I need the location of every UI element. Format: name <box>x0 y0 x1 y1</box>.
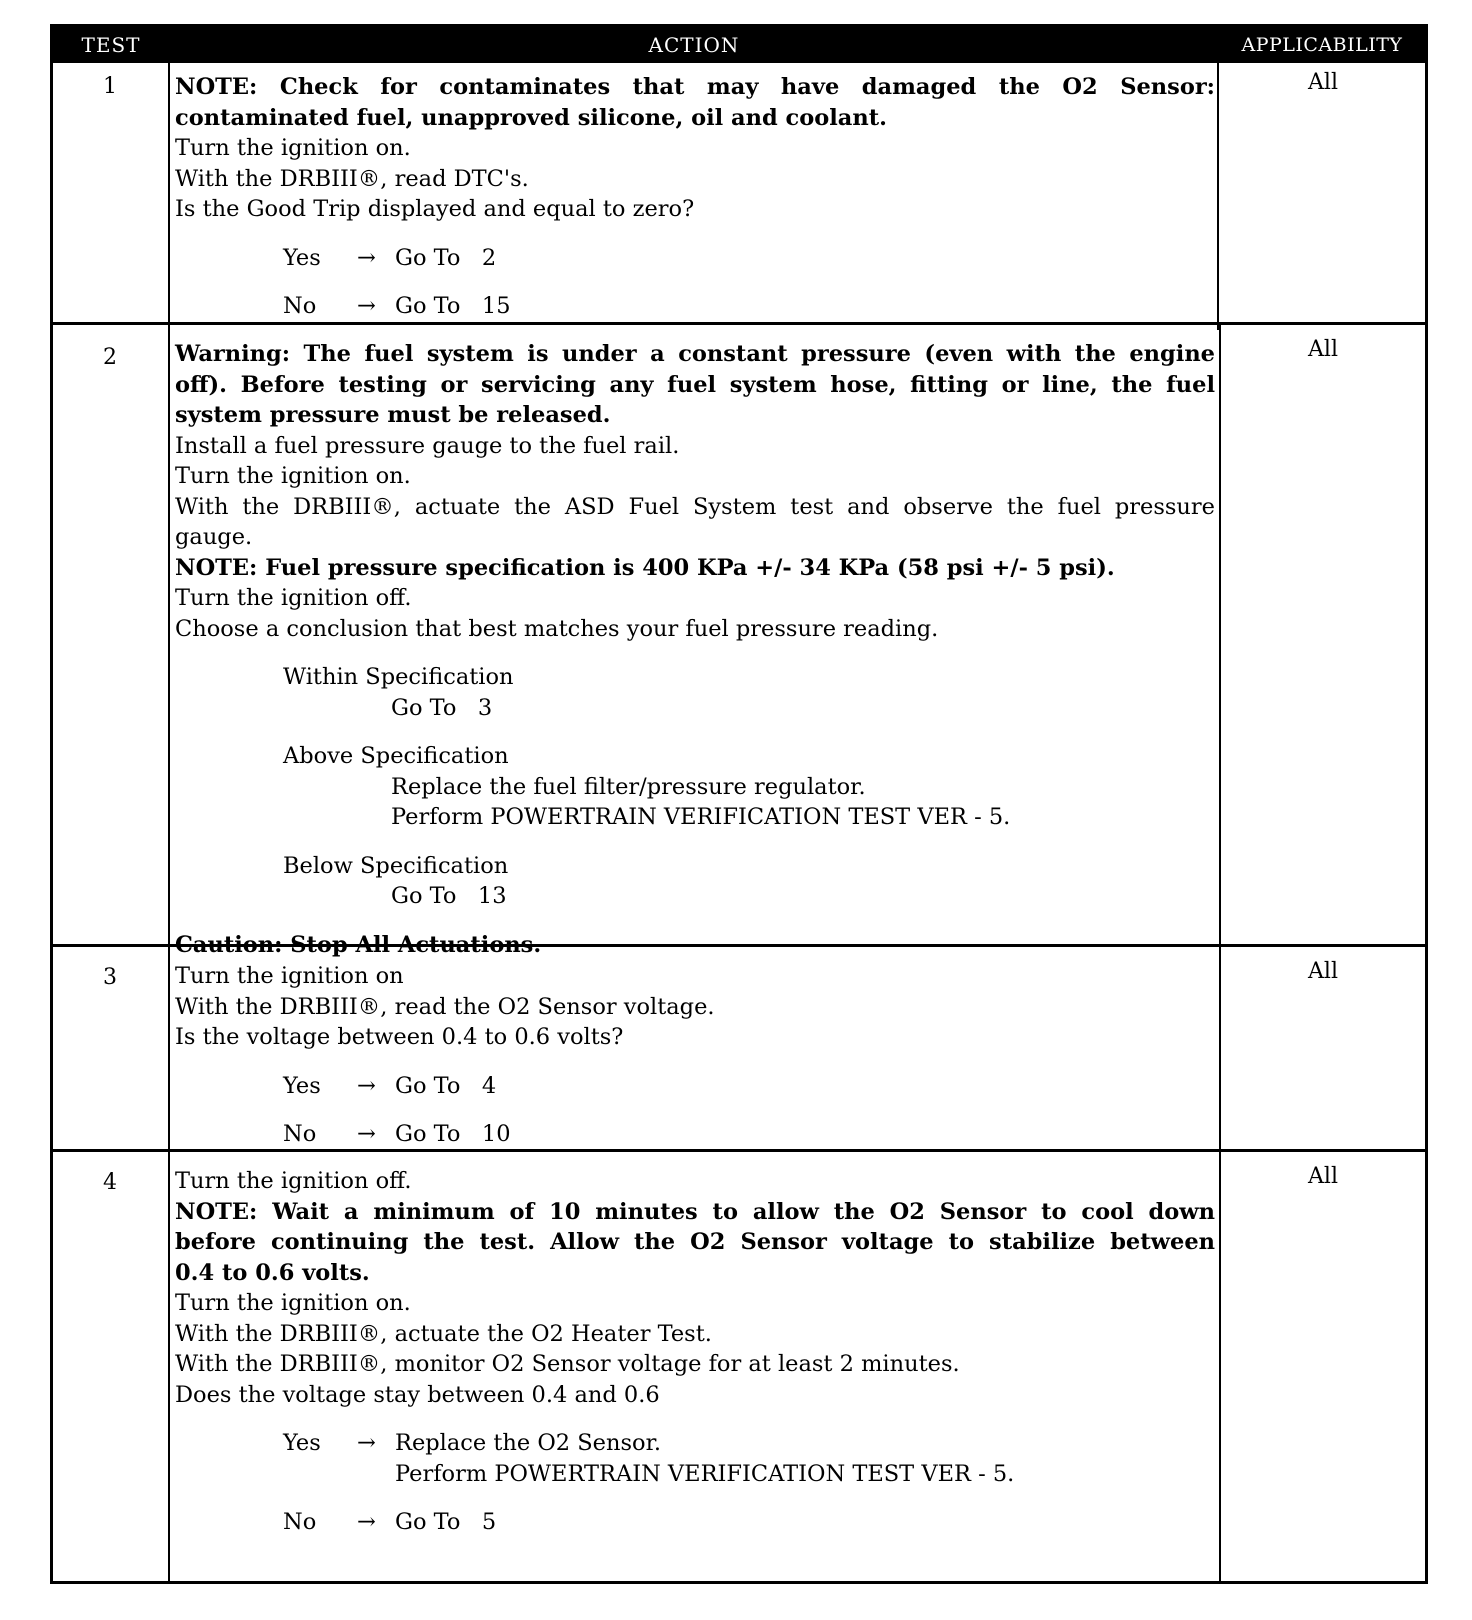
arrow-icon: → <box>357 1509 376 1535</box>
arrow-icon: → <box>357 1121 376 1147</box>
header-test: TEST <box>53 27 169 63</box>
conclusion-result: Replace the fuel filter/pressure regulator. <box>391 773 866 800</box>
warning-text: off). Before testing or servicing any fuel system hose, fitting or line, the fuel <box>175 371 1215 398</box>
conclusion-result: Go To 13 <box>391 883 507 909</box>
arrow-icon: → <box>357 293 376 319</box>
step-text: Turn the ignition on. <box>175 135 411 161</box>
step-text: With the DRBIII®, monitor O2 Sensor voltage for at least 2 minutes. <box>175 1351 960 1377</box>
step-text: Turn the ignition on. <box>175 463 411 489</box>
action-cell <box>175 72 1215 322</box>
note-text: before continuing the test. Allow the O2 Sensor voltage to stabilize between <box>175 1229 1215 1255</box>
option-label: Yes <box>283 244 321 271</box>
conclusion-label: Within Specification <box>283 664 514 690</box>
option-yes <box>175 243 1215 274</box>
step-text: Install a fuel pressure gauge to the fuel rail. <box>175 432 680 459</box>
option-no <box>175 1119 1215 1150</box>
action-cell <box>175 961 1215 1150</box>
option-label: Yes <box>283 1430 321 1456</box>
option-result: Perform POWERTRAIN VERIFICATION TEST VER - 5. <box>395 1460 1015 1487</box>
step-text: With the DRBIII®, read DTC's. <box>175 165 529 192</box>
arrow-icon: → <box>357 244 376 271</box>
arrow-icon: → <box>357 1072 376 1099</box>
option-label: No <box>283 1509 317 1535</box>
option-result: Go To 5 <box>395 1509 497 1535</box>
step-text: With the DRBIII®, actuate the ASD Fuel System test and observe the fuel pressure <box>175 493 1215 520</box>
option-label: No <box>283 1121 317 1147</box>
step-text: With the DRBIII®, actuate the O2 Heater Test. <box>175 1320 712 1347</box>
option-no <box>175 291 1215 322</box>
option-yes <box>175 1428 1215 1459</box>
warning-text: system pressure must be released. <box>175 402 611 428</box>
conclusion-result: Go To 3 <box>391 694 493 721</box>
conclusion-result: Perform POWERTRAIN VERIFICATION TEST VER - 5. <box>391 804 1011 830</box>
step-text: Turn the ignition on <box>175 963 404 989</box>
option-yes <box>175 1071 1215 1102</box>
header-applicability: APPLICABILITY <box>1219 27 1425 63</box>
step-text: Turn the ignition off. <box>175 585 412 611</box>
test-number: 2 <box>103 345 117 370</box>
note-text: NOTE: Wait a minimum of 10 minutes to allow the O2 Sensor to cool down <box>175 1198 1215 1225</box>
action-cell <box>175 339 1215 960</box>
step-text: Is the Good Trip displayed and equal to zero? <box>175 196 695 222</box>
table-row <box>53 944 1425 1149</box>
note-text: contaminated fuel, unapproved silicone, oil and coolant. <box>175 104 887 131</box>
applicability-value: All <box>1308 1164 1338 1189</box>
conclusion-label: Above Specification <box>283 743 509 769</box>
step-text: Turn the ignition off. <box>175 1168 412 1194</box>
option-result: Go To 10 <box>395 1121 511 1147</box>
caution-text: Caution: Stop All Actuations. <box>175 931 542 958</box>
option-result: Replace the O2 Sensor. <box>395 1430 662 1456</box>
note-text: 0.4 to 0.6 volts. <box>175 1259 370 1286</box>
test-number: 4 <box>103 1170 117 1195</box>
note-text: NOTE: Check for contaminates that may have damaged the O2 Sensor: <box>175 74 1215 100</box>
test-number: 1 <box>103 74 117 99</box>
option-no <box>175 1507 1215 1538</box>
step-text: Choose a conclusion that best matches your fuel pressure reading. <box>175 615 939 642</box>
option-result: Go To 2 <box>395 244 497 271</box>
step-text: gauge. <box>175 524 253 550</box>
applicability-value: All <box>1308 70 1338 95</box>
option-label: No <box>283 293 317 319</box>
warning-text: Warning: The fuel system is under a constant pressure (even with the engine <box>175 341 1215 367</box>
header-action: ACTION <box>169 27 1219 63</box>
table-row <box>53 322 1425 958</box>
step-text: Is the voltage between 0.4 to 0.6 volts? <box>175 1024 624 1050</box>
test-number: 3 <box>103 965 117 990</box>
step-text: With the DRBIII®, read the O2 Sensor voltage. <box>175 993 715 1020</box>
table-row <box>53 1149 1425 1581</box>
action-cell <box>175 1166 1215 1538</box>
option-label: Yes <box>283 1072 321 1099</box>
step-text: Does the voltage stay between 0.4 and 0.6 <box>175 1381 660 1408</box>
applicability-value: All <box>1308 959 1338 984</box>
option-result: Go To 15 <box>395 293 511 319</box>
option-result: Go To 4 <box>395 1072 497 1099</box>
table-row <box>53 60 1425 330</box>
arrow-icon: → <box>357 1430 376 1456</box>
note-text: NOTE: Fuel pressure specification is 400 KPa +/- 34 KPa (58 psi +/- 5 psi). <box>175 554 1115 581</box>
applicability-value: All <box>1308 337 1338 362</box>
conclusion-label: Below Specification <box>283 852 509 879</box>
step-text: Turn the ignition on. <box>175 1290 411 1316</box>
diagnostic-test-table <box>50 24 1428 1584</box>
